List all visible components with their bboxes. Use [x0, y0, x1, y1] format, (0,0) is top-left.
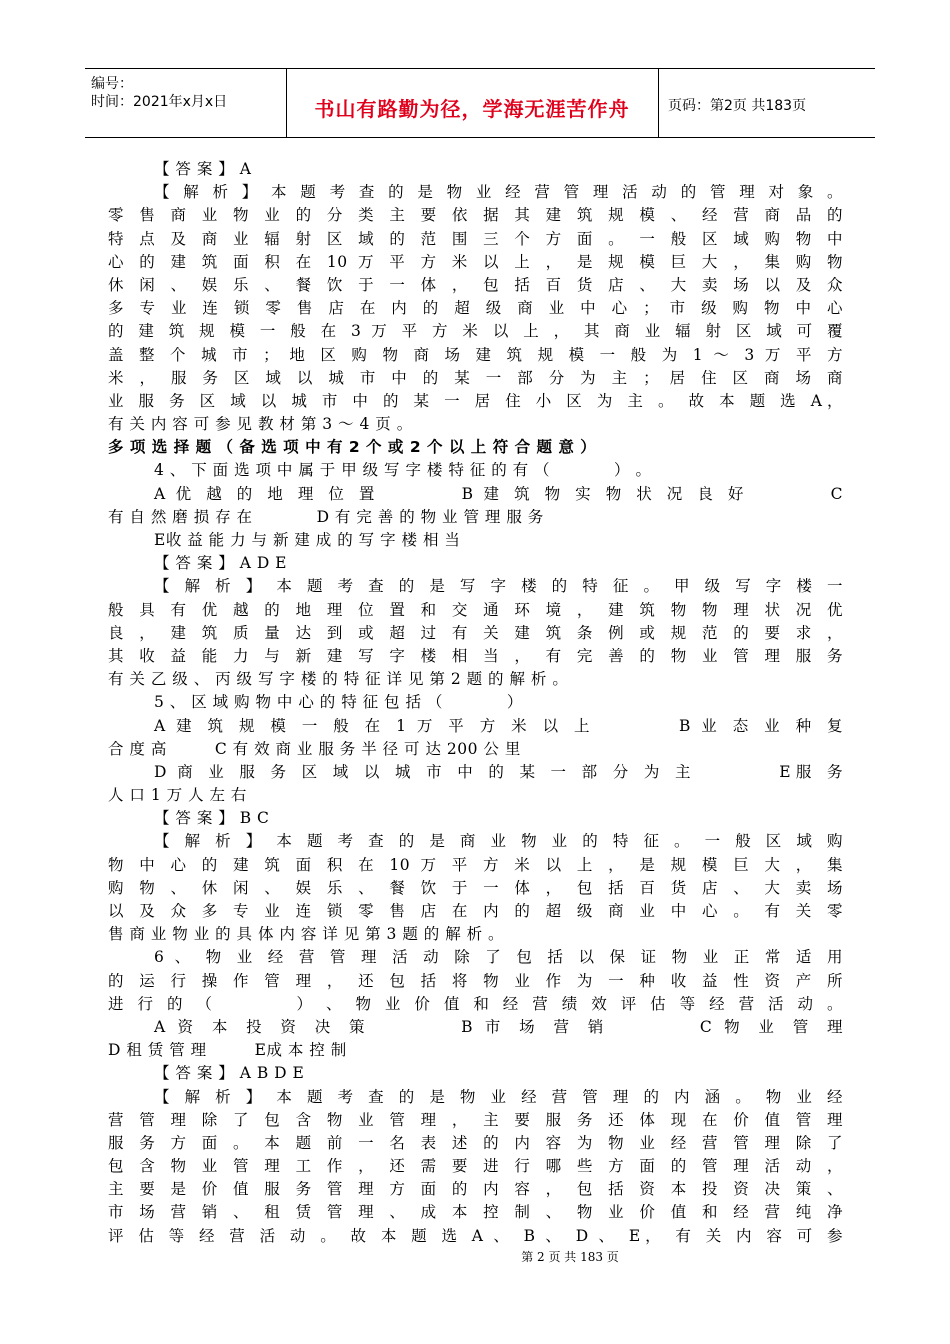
text-line: 6 、 物 业 经 营 管 理 活 动 除 了 包 括 以 保 证 物 业 正 常 适 用	[154, 948, 843, 967]
text-line: 多 项 选 择 题 （ 备 选 项 中 有 2 个 或 2 个 以 上 符 合 题 意 ）	[108, 438, 597, 457]
text-line: 有 自 然 磨 损 存 在 D 有 完 善 的 物 业 管 理 服 务	[108, 507, 544, 526]
text-line: 5 、 区 域 购 物 中 心 的 特 征 包 括 （ ）	[154, 693, 523, 712]
text-line: 主 要 是 价 值 服 务 管 理 方 面 的 内 容 ， 包 括 资 本 投 资 决 策 、	[108, 1180, 843, 1199]
header-page-cell	[658, 69, 875, 137]
text-line: 市 场 营 销 、 租 赁 管 理 、 成 本 控 制 、 物 业 价 值 和 经 营 纯 净	[108, 1203, 843, 1222]
text-line: 物 中 心 的 建 筑 面 积 在 10 万 平 方 米 以 上 ， 是 规 模 巨 大 ， 集	[108, 855, 843, 874]
motto: 书山有路勤为径，学海无涯苦作舟	[314, 97, 630, 121]
text-line: 购 物 、 休 闲 、 娱 乐 、 餐 饮 于 一 体 ， 包 括 百 货 店 、 大 卖 场	[108, 878, 843, 897]
text-line: 人 口 1 万 人 左 右	[108, 786, 247, 805]
text-line: 【 答 案 】 A B D E	[154, 1064, 305, 1083]
text-line: 营 管 理 除 了 包 含 物 业 管 理 ， 主 要 服 务 还 体 现 在 价 值 管 理	[108, 1110, 843, 1129]
text-line: D 租 赁 管 理 E成 本 控 制	[108, 1041, 347, 1060]
text-line: 【 解 析 】 本 题 考 查 的 是 物 业 经 营 管 理 的 内 涵 。 物 业 经	[154, 1087, 843, 1106]
page-footer: 第 2 页 共 183 页	[521, 1250, 619, 1264]
document-body	[108, 158, 843, 1248]
text-line: A 资 本 投 资 决 策 B 市 场 营 销 C 物 业 管 理	[154, 1017, 843, 1036]
text-line: 包 含 物 业 管 理 工 作 ， 还 需 要 进 行 哪 些 方 面 的 管 理 活 动 ，	[108, 1157, 843, 1176]
text-line: 多 专 业 连 锁 零 售 店 在 内 的 超 级 商 业 中 心 ； 市 级 购 物 中 心	[108, 299, 843, 318]
text-line: 其 收 益 能 力 与 新 建 写 字 楼 相 当 ， 有 完 善 的 物 业 管 理 服 务	[108, 646, 843, 665]
text-line: 售 商 业 物 业 的 具 体 内 容 详 见 第 3 题 的 解 析 。	[108, 925, 505, 944]
text-line: D 商 业 服 务 区 域 以 城 市 中 的 某 一 部 分 为 主 E服 务	[154, 762, 843, 781]
text-line: 米 ， 服 务 区 域 以 城 市 中 的 某 一 部 分 为 主 ； 居 住 区 商 场 商	[108, 368, 843, 387]
document-date: 时间：2021年x月x日	[91, 94, 228, 110]
text-line: 心 的 建 筑 面 积 在 10 万 平 方 米 以 上 ， 是 规 模 巨 大 ， 集 购 物	[108, 252, 843, 271]
text-line: 【 答 案 】 B C	[154, 809, 270, 828]
text-line: 有 关 内 容 可 参 见 教 材 第 3 ～ 4 页 。	[108, 415, 413, 434]
header-motto-cell	[286, 69, 659, 137]
header-meta	[85, 69, 287, 137]
text-line: 【 解 析 】 本 题 考 查 的 是 写 字 楼 的 特 征 。 甲 级 写 字 楼 一	[154, 577, 843, 596]
text-line: 有 关 乙 级 、 丙 级 写 字 楼 的 特 征 详 见 第 2 题 的 解 析 。	[108, 670, 569, 689]
text-line: 盖 整 个 城 市 ； 地 区 购 物 商 场 建 筑 规 模 一 般 为 1 ～ 3 万 平 方	[108, 345, 843, 364]
text-line: 良 ， 建 筑 质 量 达 到 或 超 过 有 关 建 筑 条 例 或 规 范 的 要 求 ，	[108, 623, 843, 642]
text-line: 以 及 众 多 专 业 连 锁 零 售 店 在 内 的 超 级 商 业 中 心 。 有 关 零	[108, 902, 843, 920]
text-line: 特 点 及 商 业 辐 射 区 域 的 范 围 三 个 方 面 。 一 般 区 域 购 物 中	[108, 229, 843, 248]
page-number: 页码：第2页 共183页	[668, 98, 807, 114]
text-line: 【 答 案 】 A	[154, 160, 252, 178]
page-header	[85, 68, 875, 138]
text-line: A 优 越 的 地 理 位 置 B 建 筑 物 实 物 状 况 良 好 C	[154, 484, 843, 503]
text-line: 4 、 下 面 选 项 中 属 于 甲 级 写 字 楼 特 征 的 有 （ ） 。	[154, 461, 652, 480]
text-line: 【 答 案 】 A D E	[154, 554, 287, 573]
text-line: 的 运 行 操 作 管 理 ， 还 包 括 将 物 业 作 为 一 种 收 益 性 资 产 所	[108, 971, 843, 990]
text-line: 零 售 商 业 物 业 的 分 类 主 要 依 据 其 建 筑 规 模 、 经 营 商 品 的	[108, 206, 843, 225]
text-line: A 建 筑 规 模 一 般 在 1 万 平 方 米 以 上 B 业 态 业 种 复	[154, 716, 843, 735]
text-line: 服 务 方 面 。 本 题 前 一 名 表 述 的 内 容 为 物 业 经 营 管 理 除 了	[108, 1133, 843, 1152]
text-line: 般 具 有 优 越 的 地 理 位 置 和 交 通 环 境 ， 建 筑 物 物 理 状 况 优	[108, 600, 843, 619]
text-line: E收 益 能 力 与 新 建 成 的 写 字 楼 相 当	[154, 531, 461, 549]
text-line: 的 建 筑 规 模 一 般 在 3 万 平 方 米 以 上 ， 其 商 业 辐 射 区 域 可 覆	[108, 322, 843, 341]
text-line: 合 度 高 C 有 效 商 业 服 务 半 径 可 达 200 公 里	[108, 739, 521, 758]
text-line: 【 解 析 】 本 题 考 查 的 是 商 业 物 业 的 特 征 。 一 般 区 域 购	[154, 832, 843, 851]
text-line: 休 闲 、 娱 乐 、 餐 饮 于 一 体 ， 包 括 百 货 店 、 大 卖 场 以 及 众	[108, 275, 843, 294]
document-number: 编号：	[91, 76, 133, 92]
text-line: 进 行 的 （ ） 、 物 业 价 值 和 经 营 绩 效 评 估 等 经 营 活 动 。	[108, 994, 843, 1013]
text-line: 评 估 等 经 营 活 动 。 故 本 题 选 A 、 B 、 D 、 E， 有 关 内 容 可 参	[108, 1226, 843, 1245]
text-line: 业 服 务 区 域 以 城 市 中 的 某 一 居 住 小 区 为 主 。 故 本 题 选 A，	[108, 391, 843, 410]
text-line: 【 解 析 】 本 题 考 查 的 是 物 业 经 营 管 理 活 动 的 管 理 对 象 。	[154, 183, 843, 202]
